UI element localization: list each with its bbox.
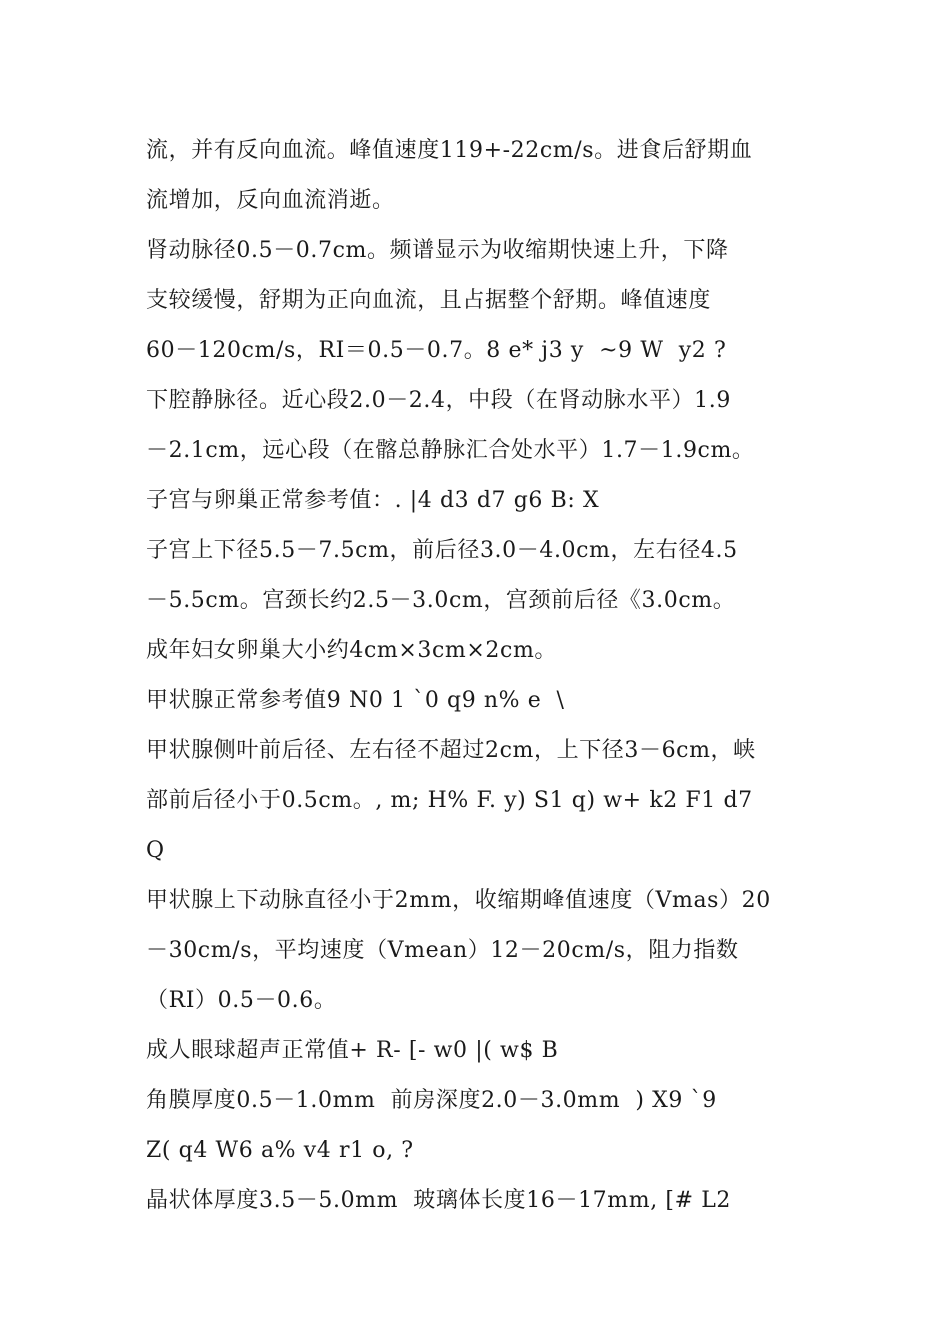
text-line: （RI）0.5－0.6。 xyxy=(146,988,337,1013)
text-line: 60－120cm/s，RI＝0.5－0.7。8 e* j3 y ~9 W y2 ? xyxy=(146,338,727,363)
text-line: －2.1cm，远心段（在髂总静脉汇合处水平）1.7－1.9cm。 xyxy=(146,438,755,463)
text-line: －30cm/s，平均速度（Vmean）12－20cm/s，阻力指数 xyxy=(146,938,739,963)
text-line: 支较缓慢，舒期为正向血流，且占据整个舒期。峰值速度 xyxy=(146,288,712,313)
text-line: 部前后径小于0.5cm。, m; H% F. y) S1 q) w+ k2 F1 d7 xyxy=(146,788,753,813)
text-line: 子宫上下径5.5－7.5cm，前后径3.0－4.0cm，左右径4.5 xyxy=(146,538,738,563)
text-line: 角膜厚度0.5－1.0mm 前房深度2.0－3.0mm ) X9 `9 xyxy=(146,1088,717,1113)
section-heading: 成人眼球超声正常值+ R- [- w0 |( w$ B xyxy=(146,1038,559,1063)
text-line: 流，并有反向血流。峰值速度119+-22cm/s。进食后舒期血 xyxy=(146,138,753,163)
text-line: 成年妇女卵巢大小约4cm×3cm×2cm。 xyxy=(146,638,558,663)
text-line: 流增加，反向血流消逝。 xyxy=(146,188,395,213)
text-line: Z( q4 W6 a% v4 r1 o, ? xyxy=(146,1138,414,1163)
section-heading: 子宫与卵巢正常参考值：. |4 d3 d7 g6 B: X xyxy=(146,488,600,513)
text-line: 肾动脉径0.5－0.7cm。频谱显示为收缩期快速上升，下降 xyxy=(146,238,729,263)
text-line: 甲状腺侧叶前后径、左右径不超过2cm，上下径3－6cm，峡 xyxy=(146,738,756,763)
text-line: －5.5cm。宫颈长约2.5－3.0cm，宫颈前后径《3.0cm。 xyxy=(146,588,736,613)
text-line: Q xyxy=(146,838,165,863)
section-heading: 甲状腺正常参考值9 N0 1 `0 q9 n% e \ xyxy=(146,688,565,713)
text-line: 下腔静脉径。近心段2.0－2.4，中段（在肾动脉水平）1.9 xyxy=(146,388,731,413)
text-line: 甲状腺上下动脉直径小于2mm，收缩期峰值速度（Vmas）20 xyxy=(146,888,771,913)
text-line: 晶状体厚度3.5－5.0mm 玻璃体长度16－17mm, [# L2 xyxy=(146,1188,731,1213)
